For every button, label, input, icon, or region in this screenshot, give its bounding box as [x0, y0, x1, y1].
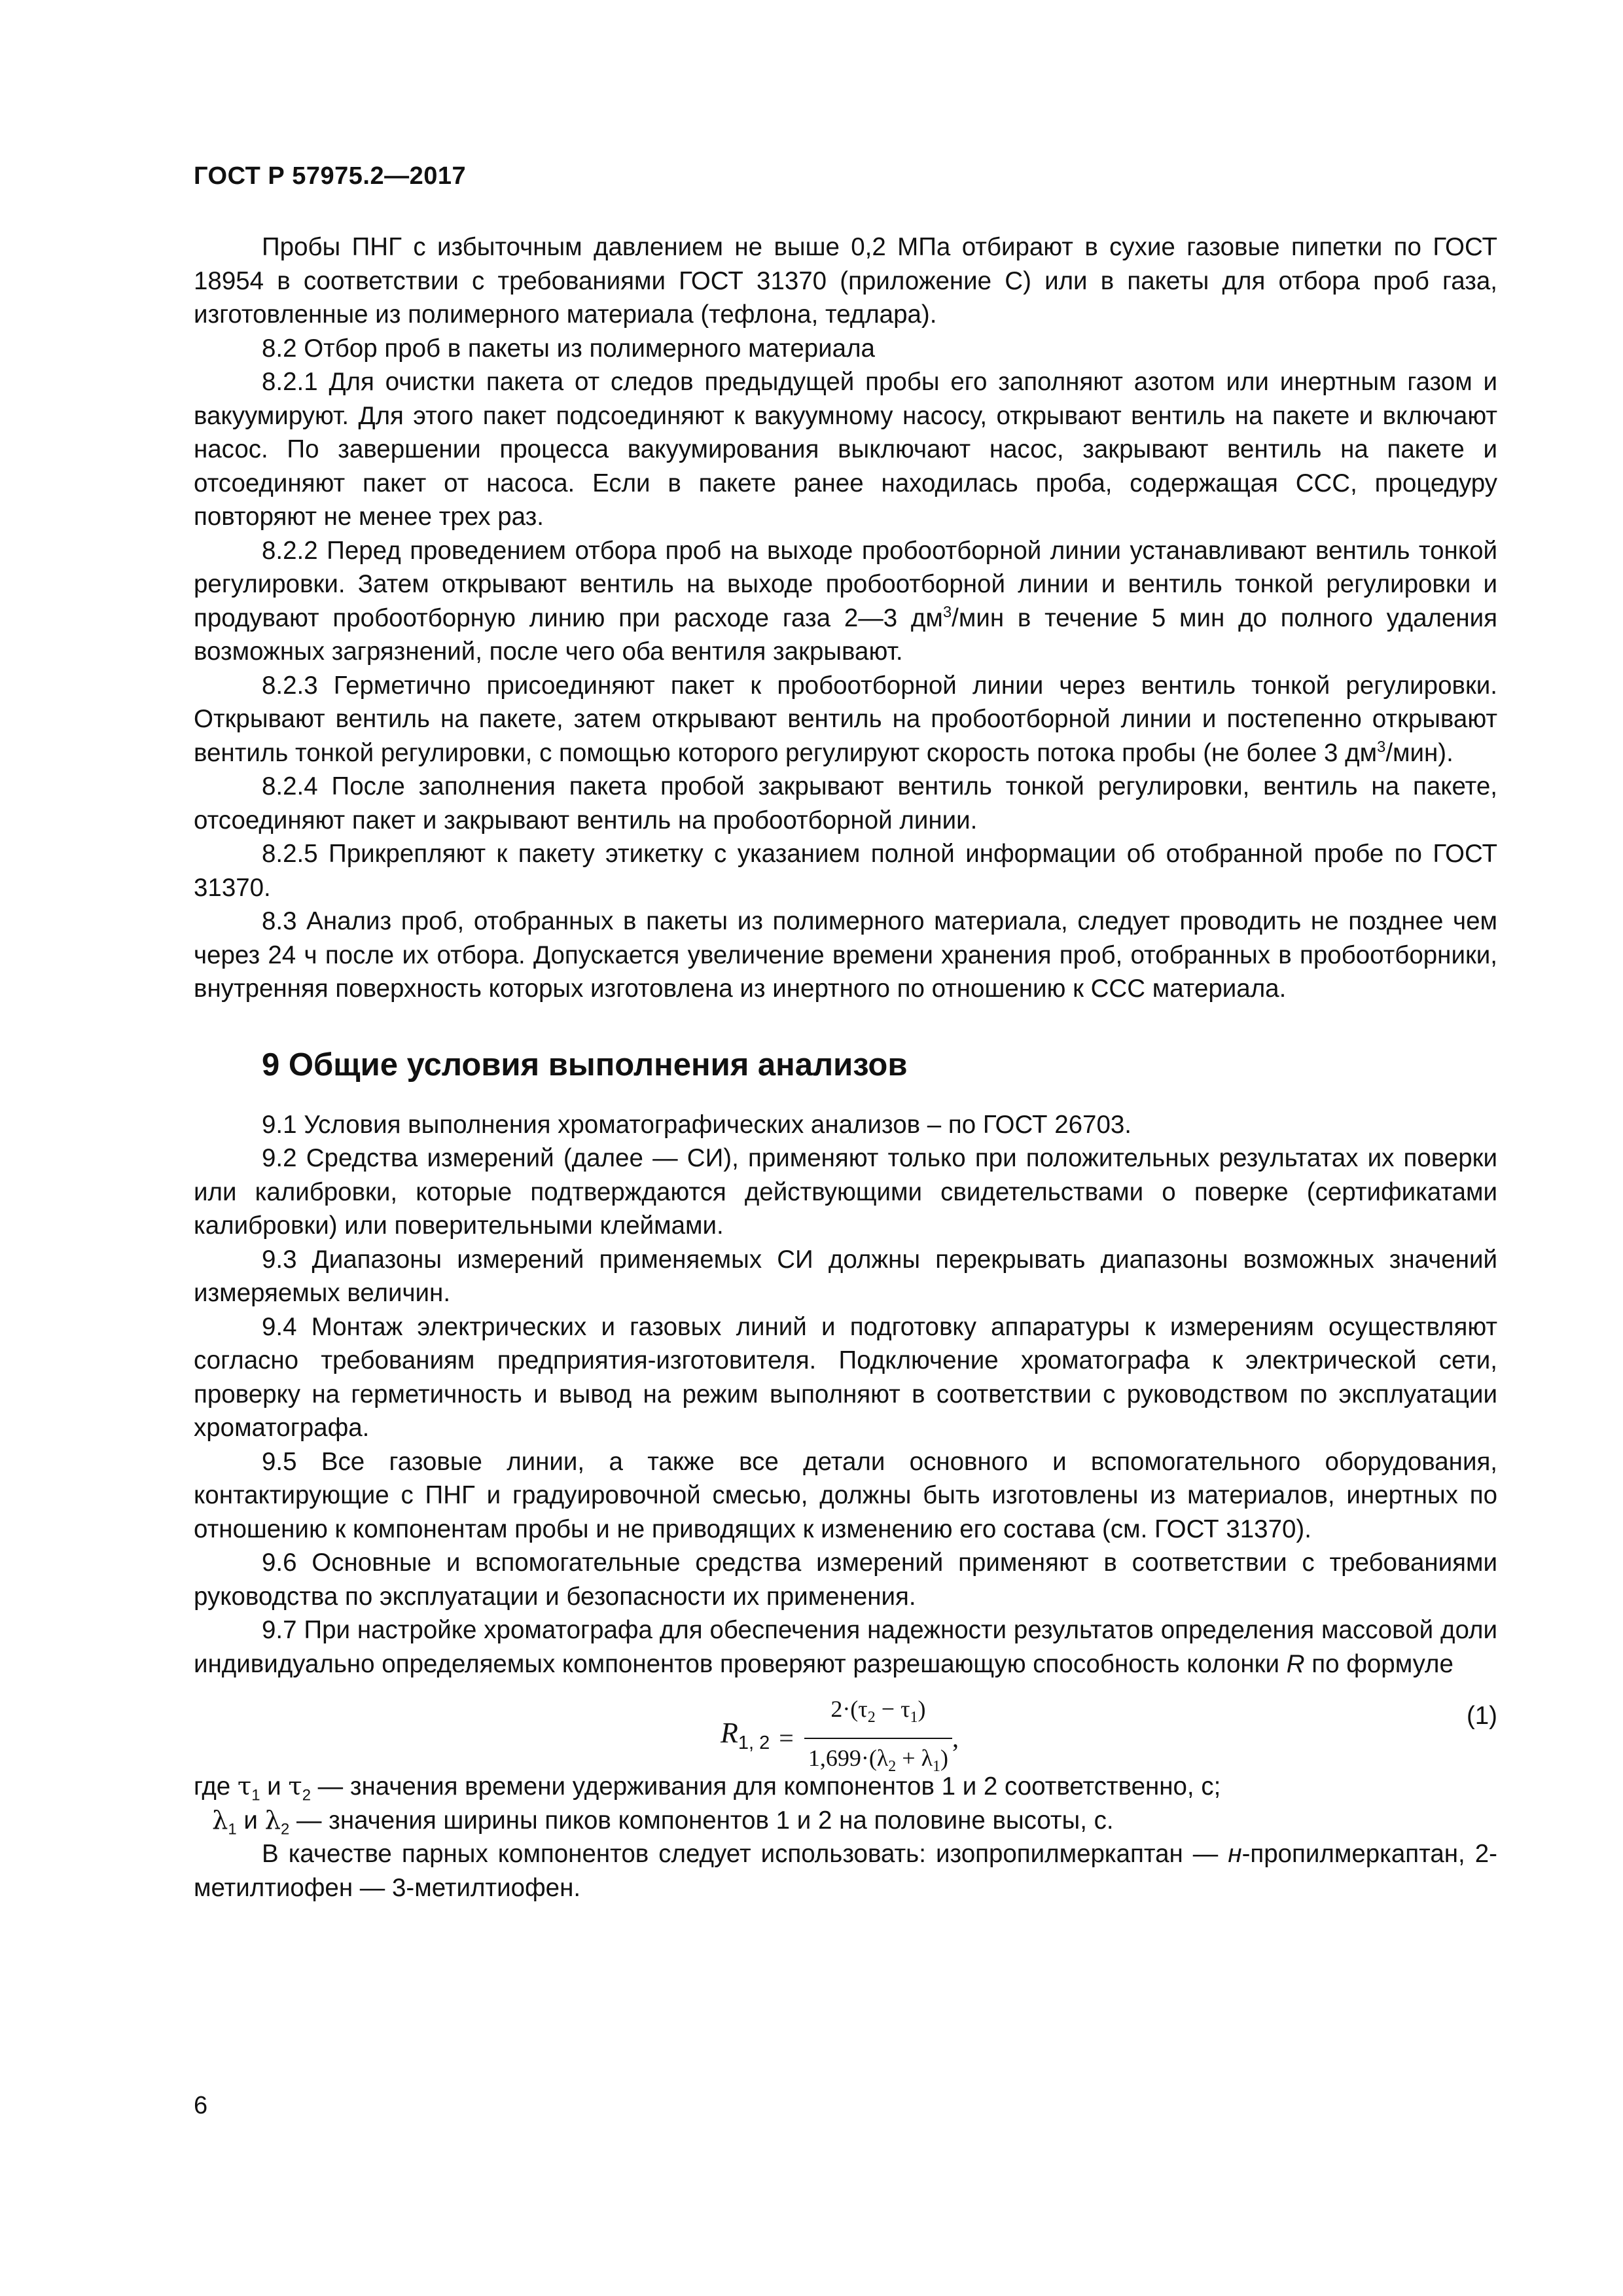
page-number: 6 — [194, 2092, 208, 2119]
legend-line-lambda — [194, 1804, 1497, 1838]
paragraph-text: по формуле — [1304, 1649, 1454, 1678]
legend-subscript: 2 — [302, 1786, 311, 1804]
paragraph: 9.5 Все газовые линии, а также все детали основного и вспомогательного оборудования, контактирующие с ПНГ и градуировочной смесью, должны быть изготовлены из материалов, инертных по отношению к компонентам пробы и не приводящих к изменению его состава (см. ГОСТ 31370). — [194, 1447, 1497, 1543]
denominator-subscript: 1 — [933, 1757, 941, 1775]
superscript: 3 — [1377, 738, 1386, 756]
formula-lhs — [721, 1716, 770, 1760]
paragraph: 8.2.5 Прикрепляют к пакету этикетку с указанием полной информации об отобранной пробе по ГОСТ 31370. — [194, 840, 1497, 902]
formula-lhs-symbol: R — [721, 1717, 738, 1749]
superscript: 3 — [942, 603, 952, 621]
legend-text: — значения ширины пиков компонентов 1 и 2 на половине высоты, с. — [289, 1806, 1114, 1835]
formula-fraction — [804, 1693, 952, 1784]
variable-r: R — [1286, 1649, 1305, 1678]
paragraph-text: В качестве парных компонентов следует использовать: изопропилмеркаптан — — [262, 1840, 1228, 1868]
denominator-part: 1,699·(λ — [808, 1744, 889, 1771]
numerator-subscript: 2 — [867, 1709, 876, 1727]
paragraph: 9.4 Монтаж электрических и газовых линий и подготовку аппаратуры к измерениям осуществляют согласно требованиям предприятия-изготовителя. Подключение хроматографа к электрической сети, проверку на герметичность и вывод на режим выполняют в соответствии с руководством по эксплуатации хроматографа. — [194, 1312, 1497, 1442]
equals-sign: = — [779, 1723, 794, 1753]
legend-and: и — [260, 1772, 289, 1801]
page-body — [194, 230, 1497, 1905]
legend-where: где — [194, 1772, 238, 1801]
paragraph: 8.2.1 Для очистки пакета от следов предыдущей пробы его заполняют азотом или инертным газом и вакуумируют. Для этого пакет подсоединяют к вакуумному насосу, открывают вентиль на пакете и включают насос. По завершении процесса вакуумирования выключают насос, закрывают вентиль на пакете и отсоединяют пакет от насоса. Если в пакете ранее находилась проба, содержащая ССС, процедуру повторяют не менее трех раз. — [194, 368, 1497, 531]
paragraph-text: 9.7 При настройке хроматографа для обеспечения надежности результатов определения массовой доли индивидуально определяемых компонентов проверяют разрешающую способность колонки — [194, 1616, 1497, 1678]
legend-subscript: 2 — [281, 1820, 290, 1839]
denominator-part: ) — [940, 1744, 949, 1771]
legend-text: — значения времени удерживания для компонентов 1 и 2 соответственно, с; — [310, 1772, 1221, 1801]
numerator-subscript: 1 — [910, 1709, 918, 1727]
denominator-subscript: 2 — [888, 1757, 897, 1775]
lambda-symbol: λ — [264, 1805, 281, 1835]
resolution-formula — [721, 1693, 959, 1784]
paragraph-pairs — [194, 1837, 1497, 1905]
paragraph-text: /мин в течение 5 мин до полного удаления возможных загрязнений, после чего оба вентиля закрывают. — [194, 603, 1497, 666]
paragraph-text: -пропилмеркаптан, 2-метилтиофен — 3-метилтиофен. — [194, 1840, 1497, 1902]
paragraph: 9.2 Средства измерений (далее — СИ), применяют только при положительных результатах их поверки или калибровки, которые подтверждаются действующими свидетельствами о поверке (сертификатами калибровки) или поверительными клеймами. — [194, 1144, 1497, 1240]
paragraph-8-2-3 — [194, 669, 1497, 770]
formula-denominator — [804, 1738, 952, 1784]
formula-comma: , — [952, 1723, 959, 1753]
formula-lhs-subscript: 1, 2 — [738, 1732, 770, 1753]
formula-block — [194, 1687, 1497, 1775]
denominator-part: + λ — [896, 1744, 933, 1771]
legend-and: и — [236, 1806, 265, 1835]
paragraph: Пробы ПНГ с избыточным давлением не выше 0,2 МПа отбирают в сухие газовые пипетки по ГОСТ 18954 в соответствии с требованиями ГОСТ 31370 (приложение С) или в пакеты для отбора проб газа, изготовленные из полимерного материала (тефлона, тедлара). — [194, 233, 1497, 329]
italic-prefix: н — [1228, 1840, 1242, 1868]
formula-number: (1) — [1466, 1702, 1497, 1730]
numerator-part: − τ — [875, 1696, 910, 1722]
paragraph-9-7 — [194, 1613, 1497, 1681]
document-id-header: ГОСТ Р 57975.2—2017 — [194, 162, 467, 190]
tau-symbol: τ — [288, 1772, 302, 1801]
paragraph-text: 8.2.2 Перед проведением отбора проб на выходе пробоотборной линии устанавливают вентиль тонкой регулировки. Затем открывают вентиль на выходе пробоотборной линии и вентиль тонкой регулировки и продувают пробоотборную линию при расходе газа 2—3 дм — [194, 536, 1497, 632]
numerator-part: 2·(τ — [830, 1696, 868, 1722]
paragraph: 9.1 Условия выполнения хроматографических анализов – по ГОСТ 26703. — [262, 1110, 1132, 1139]
formula-numerator — [824, 1693, 932, 1738]
paragraph: 8.2 Отбор проб в пакеты из полимерного материала — [262, 334, 875, 363]
paragraph: 9.6 Основные и вспомогательные средства измерений применяют в соответствии с требованиями руководства по эксплуатации и безопасности их применения. — [194, 1549, 1497, 1611]
legend-subscript: 1 — [228, 1820, 237, 1839]
paragraph: 8.3 Анализ проб, отобранных в пакеты из полимерного материала, следует проводить не позднее чем через 24 ч после их отбора. Допускается увеличение времени хранения проб, отобранных в пробоотборники, внутренняя поверхность которых изготовлена из инертного по отношению к ССС материала. — [194, 907, 1497, 1003]
tau-symbol: τ — [237, 1772, 252, 1801]
legend-subscript: 1 — [251, 1786, 260, 1804]
section-heading: 9 Общие условия выполнения анализов — [262, 1047, 908, 1083]
paragraph-text: 8.2.3 Герметично присоединяют пакет к пробоотборной линии через вентиль тонкой регулировки. Открывают вентиль на пакете, затем открывают вентиль на пробоотборной линии и постепенно открывают вентиль тонкой регулировки, с помощью которого регулируют скорость потока пробы (не более 3 дм — [194, 671, 1497, 767]
paragraph: 9.3 Диапазоны измерений применяемых СИ должны перекрывать диапазоны возможных значений измеряемых величин. — [194, 1245, 1497, 1307]
paragraph-8-2-2 — [194, 534, 1497, 669]
lambda-symbol: λ — [212, 1805, 228, 1835]
paragraph: 8.2.4 После заполнения пакета пробой закрывают вентиль тонкой регулировки, вентиль на пакете, отсоединяют пакет и закрывают вентиль на пробоотборной линии. — [194, 772, 1497, 834]
paragraph-text: /мин). — [1385, 738, 1454, 767]
numerator-part: ) — [918, 1696, 926, 1722]
